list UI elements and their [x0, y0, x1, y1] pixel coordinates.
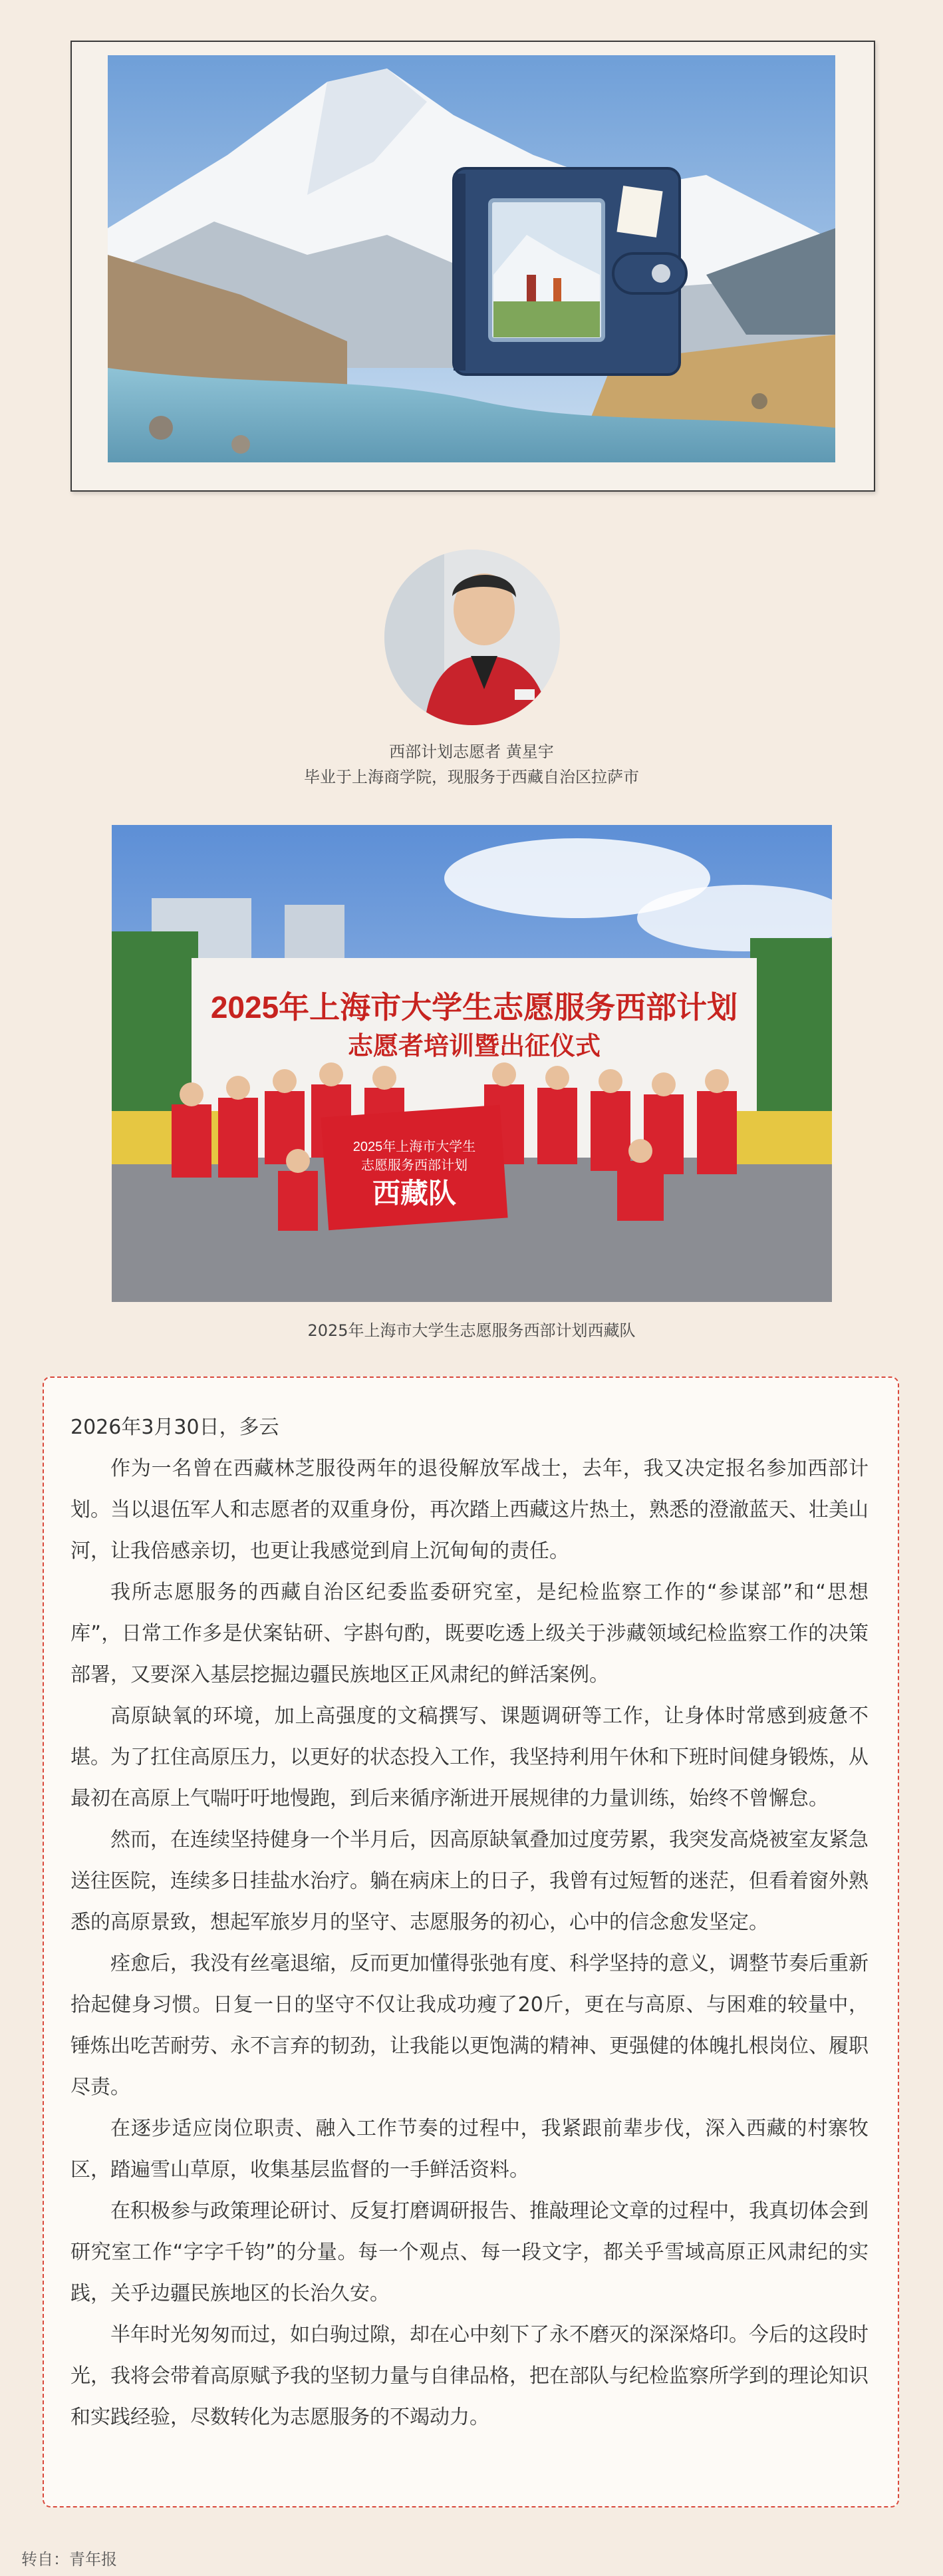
diary-paragraph: 在积极参与政策理论研讨、反复打磨调研报告、推敲理论文章的过程中，我真切体会到研究室工作“字字千钧”的分量。每一个观点、每一段文字，都关乎雪域高原正风肃纪的实践，关乎边疆民族地区的长治久安。: [70, 2199, 869, 2305]
team-photo-caption: 2025年上海市大学生志愿服务西部计划西藏队: [307, 1321, 636, 1340]
diary-text: [70, 1407, 869, 2438]
hero-frame: [70, 41, 875, 492]
team-photo: [112, 825, 832, 1302]
diary-paragraph: 高原缺氧的环境，加上高强度的文稿撰写、课题调研等工作，让身体时常感到疲惫不堪。为了扛住高原压力，以更好的状态投入工作，我坚持利用午休和下班时间健身锻炼，从最初在高原上气喘吁吁地慢跑，到后来循序渐进开展规律的力量训练，始终不曾懈怠。: [70, 1704, 869, 1810]
diary-paragraph: 然而，在连续坚持健身一个半月后，因高原缺氧叠加过度劳累，我突发高烧被室友紧急送往医院，连续多日挂盐水治疗。躺在病床上的日子，我曾有过短暂的迷茫，但看着窗外熟悉的高原景致，想起军旅岁月的坚守、志愿服务的初心，心中的信念愈发坚定。: [70, 1828, 869, 1934]
flag-line1: 2025年上海市大学生: [352, 1140, 476, 1154]
source-credit: 转自：青年报: [21, 2550, 117, 2569]
diary-paragraph: 半年时光匆匆而过，如白驹过隙，却在心中刻下了永不磨灭的深深烙印。今后的这段时光，我将会带着高原赋予我的坚韧力量与自律品格，把在部队与纪检监察所学到的理论知识和实践经验，尽数转化为志愿服务的不竭动力。: [70, 2323, 869, 2429]
profile-bio: 毕业于上海商学院，现服务于西藏自治区拉萨市: [304, 768, 639, 786]
diary-paragraph: 作为一名曾在西藏林芝服役两年的退役解放军战士，去年，我又决定报名参加西部计划。当以退伍军人和志愿者的双重身份，再次踏上西藏这片热土，熟悉的澄澈蓝天、壮美山河，让我倍感亲切，也更让我感觉到肩上沉甸甸的责任。: [70, 1457, 869, 1563]
diary-box: [43, 1376, 899, 2507]
flag-team: 西藏队: [372, 1179, 457, 1209]
diary-paragraph: 我所志愿服务的西藏自治区纪委监委研究室，是纪检监察工作的“参谋部”和“思想库”，日常工作多是伏案钻研、字斟句酌，既要吃透上级关于涉藏领域纪检监察工作的决策部署，又要深入基层挖掘边疆民族地区正风肃纪的鲜活案例。: [70, 1581, 869, 1687]
diary-date: 2026年3月30日，多云: [70, 1416, 279, 1439]
mountain-diary-icon: [108, 55, 835, 462]
diary-paragraph: 在逐步适应岗位职责、融入工作节奏的过程中，我紧跟前辈步伐，深入西藏的村寨牧区，踏遍雪山草原，收集基层监督的一手鲜活资料。: [70, 2117, 869, 2181]
hero-illustration: [108, 55, 835, 462]
flag-line2: 志愿服务西部计划: [361, 1158, 468, 1173]
profile-name: 西部计划志愿者 黄星宇: [389, 742, 554, 761]
banner-subtitle: 志愿者培训暨出征仪式: [347, 1033, 601, 1060]
volunteer-portrait-icon: [384, 550, 560, 725]
avatar: [384, 550, 560, 725]
diary-paragraph: 痊愈后，我没有丝毫退缩，反而更加懂得张弛有度、科学坚持的意义，调整节奏后重新拾起健身习惯。日复一日的坚守不仅让我成功瘦了20斤，更在与高原、与困难的较量中，锤炼出吃苦耐劳、永不言弃的韧劲，让我能以更饱满的精神、更强健的体魄扎根岗位、履职尽责。: [70, 1952, 869, 2099]
banner-title: 2025年上海市大学生志愿服务西部计划: [210, 990, 738, 1025]
